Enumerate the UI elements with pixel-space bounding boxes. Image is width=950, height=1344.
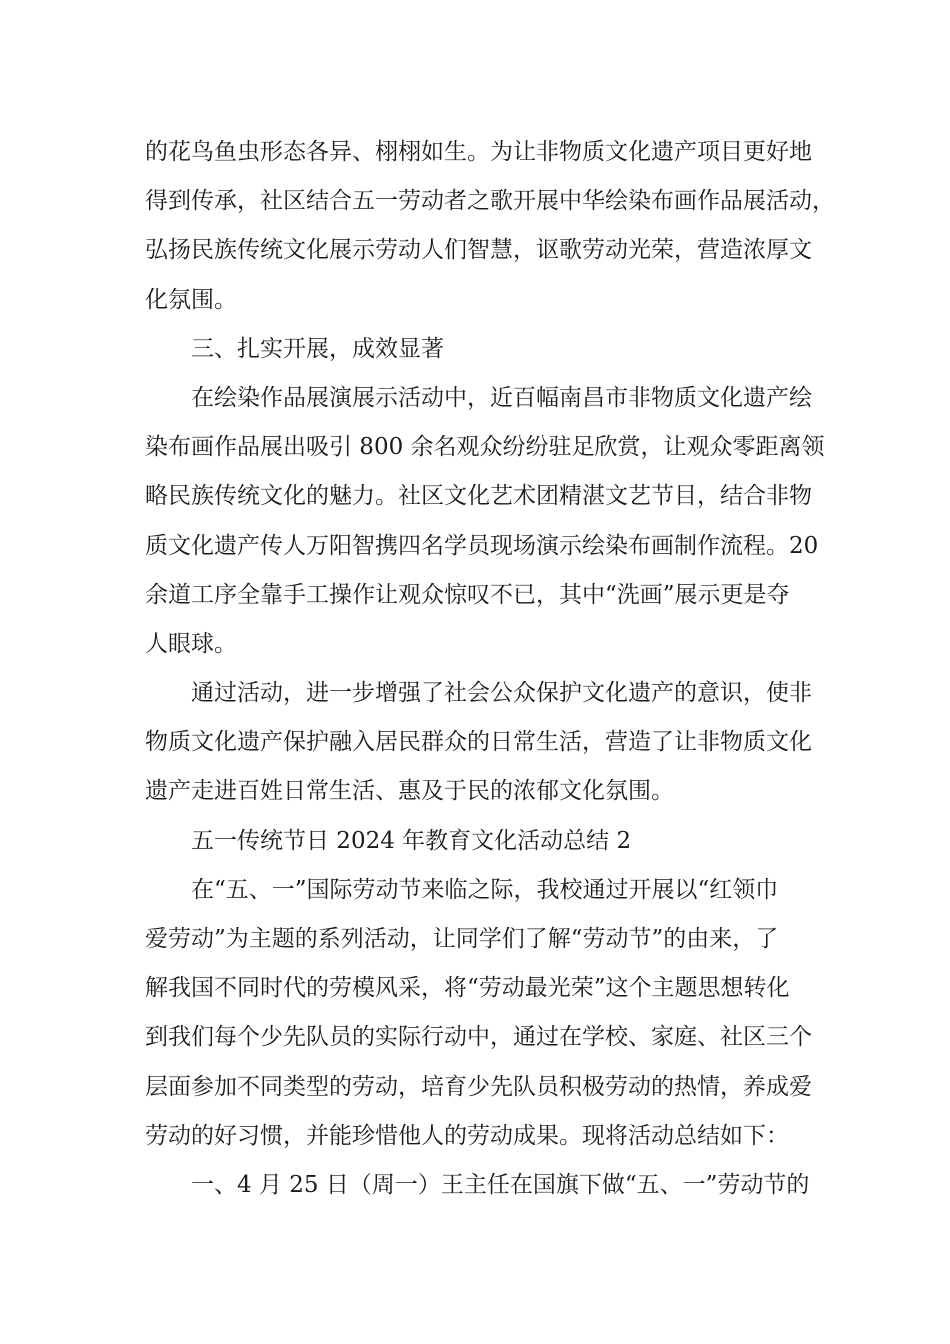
text-line: 劳动的好习惯，并能珍惜他人的劳动成果。现将活动总结如下： (145, 1122, 789, 1149)
text-line: 层面参加不同类型的劳动，培育少先队员积极劳动的热情，养成爱 (145, 1073, 812, 1100)
section-title: 五一传统节日 2024 年教育文化活动总结 2 (191, 827, 632, 854)
text-line: 一、4 月 25 日（周一）王主任在国旗下做“五、一”劳动节的 (191, 1171, 810, 1198)
text-line: 爱劳动”为主题的系列活动，让同学们了解“劳动节”的由来，了 (145, 926, 779, 952)
text-line: 染布画作品展出吸引 800 余名观众纷纷驻足欣赏，让观众零距离领 (145, 434, 825, 461)
text-line: 质文化遗产传人万阳智携四名学员现场演示绘染布画制作流程。20 (145, 532, 819, 559)
text-line: 在“五、一”国际劳动节来临之际，我校通过开展以“红领巾 (191, 876, 779, 903)
text-line: 弘扬民族传统文化展示劳动人们智慧，讴歌劳动光荣，营造浓厚文 (145, 237, 812, 264)
text-line: 在绘染作品展演展示活动中，近百幅南昌市非物质文化遗产绘 (191, 384, 812, 411)
text-line: 遗产走进百姓日常生活、惠及于民的浓郁文化氛围。 (145, 778, 674, 805)
text-line: 到我们每个少先队员的实际行动中，通过在学校、家庭、社区三个 (145, 1024, 812, 1051)
text-line: 解我国不同时代的劳模风采，将“劳动最光荣”这个主题思想转化 (145, 975, 790, 1002)
text-line: 通过活动，进一步增强了社会公众保护文化遗产的意识，使非 (191, 680, 812, 707)
text-line: 得到传承，社区结合五一劳动者之歌开展中华绘染布画作品展活动， (145, 188, 835, 215)
section-heading: 三、扎实开展，成效显著 (191, 335, 444, 362)
text-line: 化氛围。 (145, 286, 237, 313)
text-line: 余道工序全靠手工操作让观众惊叹不已，其中“洗画”展示更是夺 (145, 581, 790, 608)
text-line: 略民族传统文化的魅力。社区文化艺术团精湛文艺节目，结合非物 (145, 483, 812, 510)
document-body (145, 128, 835, 1210)
text-line: 的花鸟鱼虫形态各异、栩栩如生。为让非物质文化遗产项目更好地 (145, 139, 812, 165)
text-line: 人眼球。 (145, 630, 237, 657)
text-line: 物质文化遗产保护融入居民群众的日常生活，营造了让非物质文化 (145, 729, 812, 756)
